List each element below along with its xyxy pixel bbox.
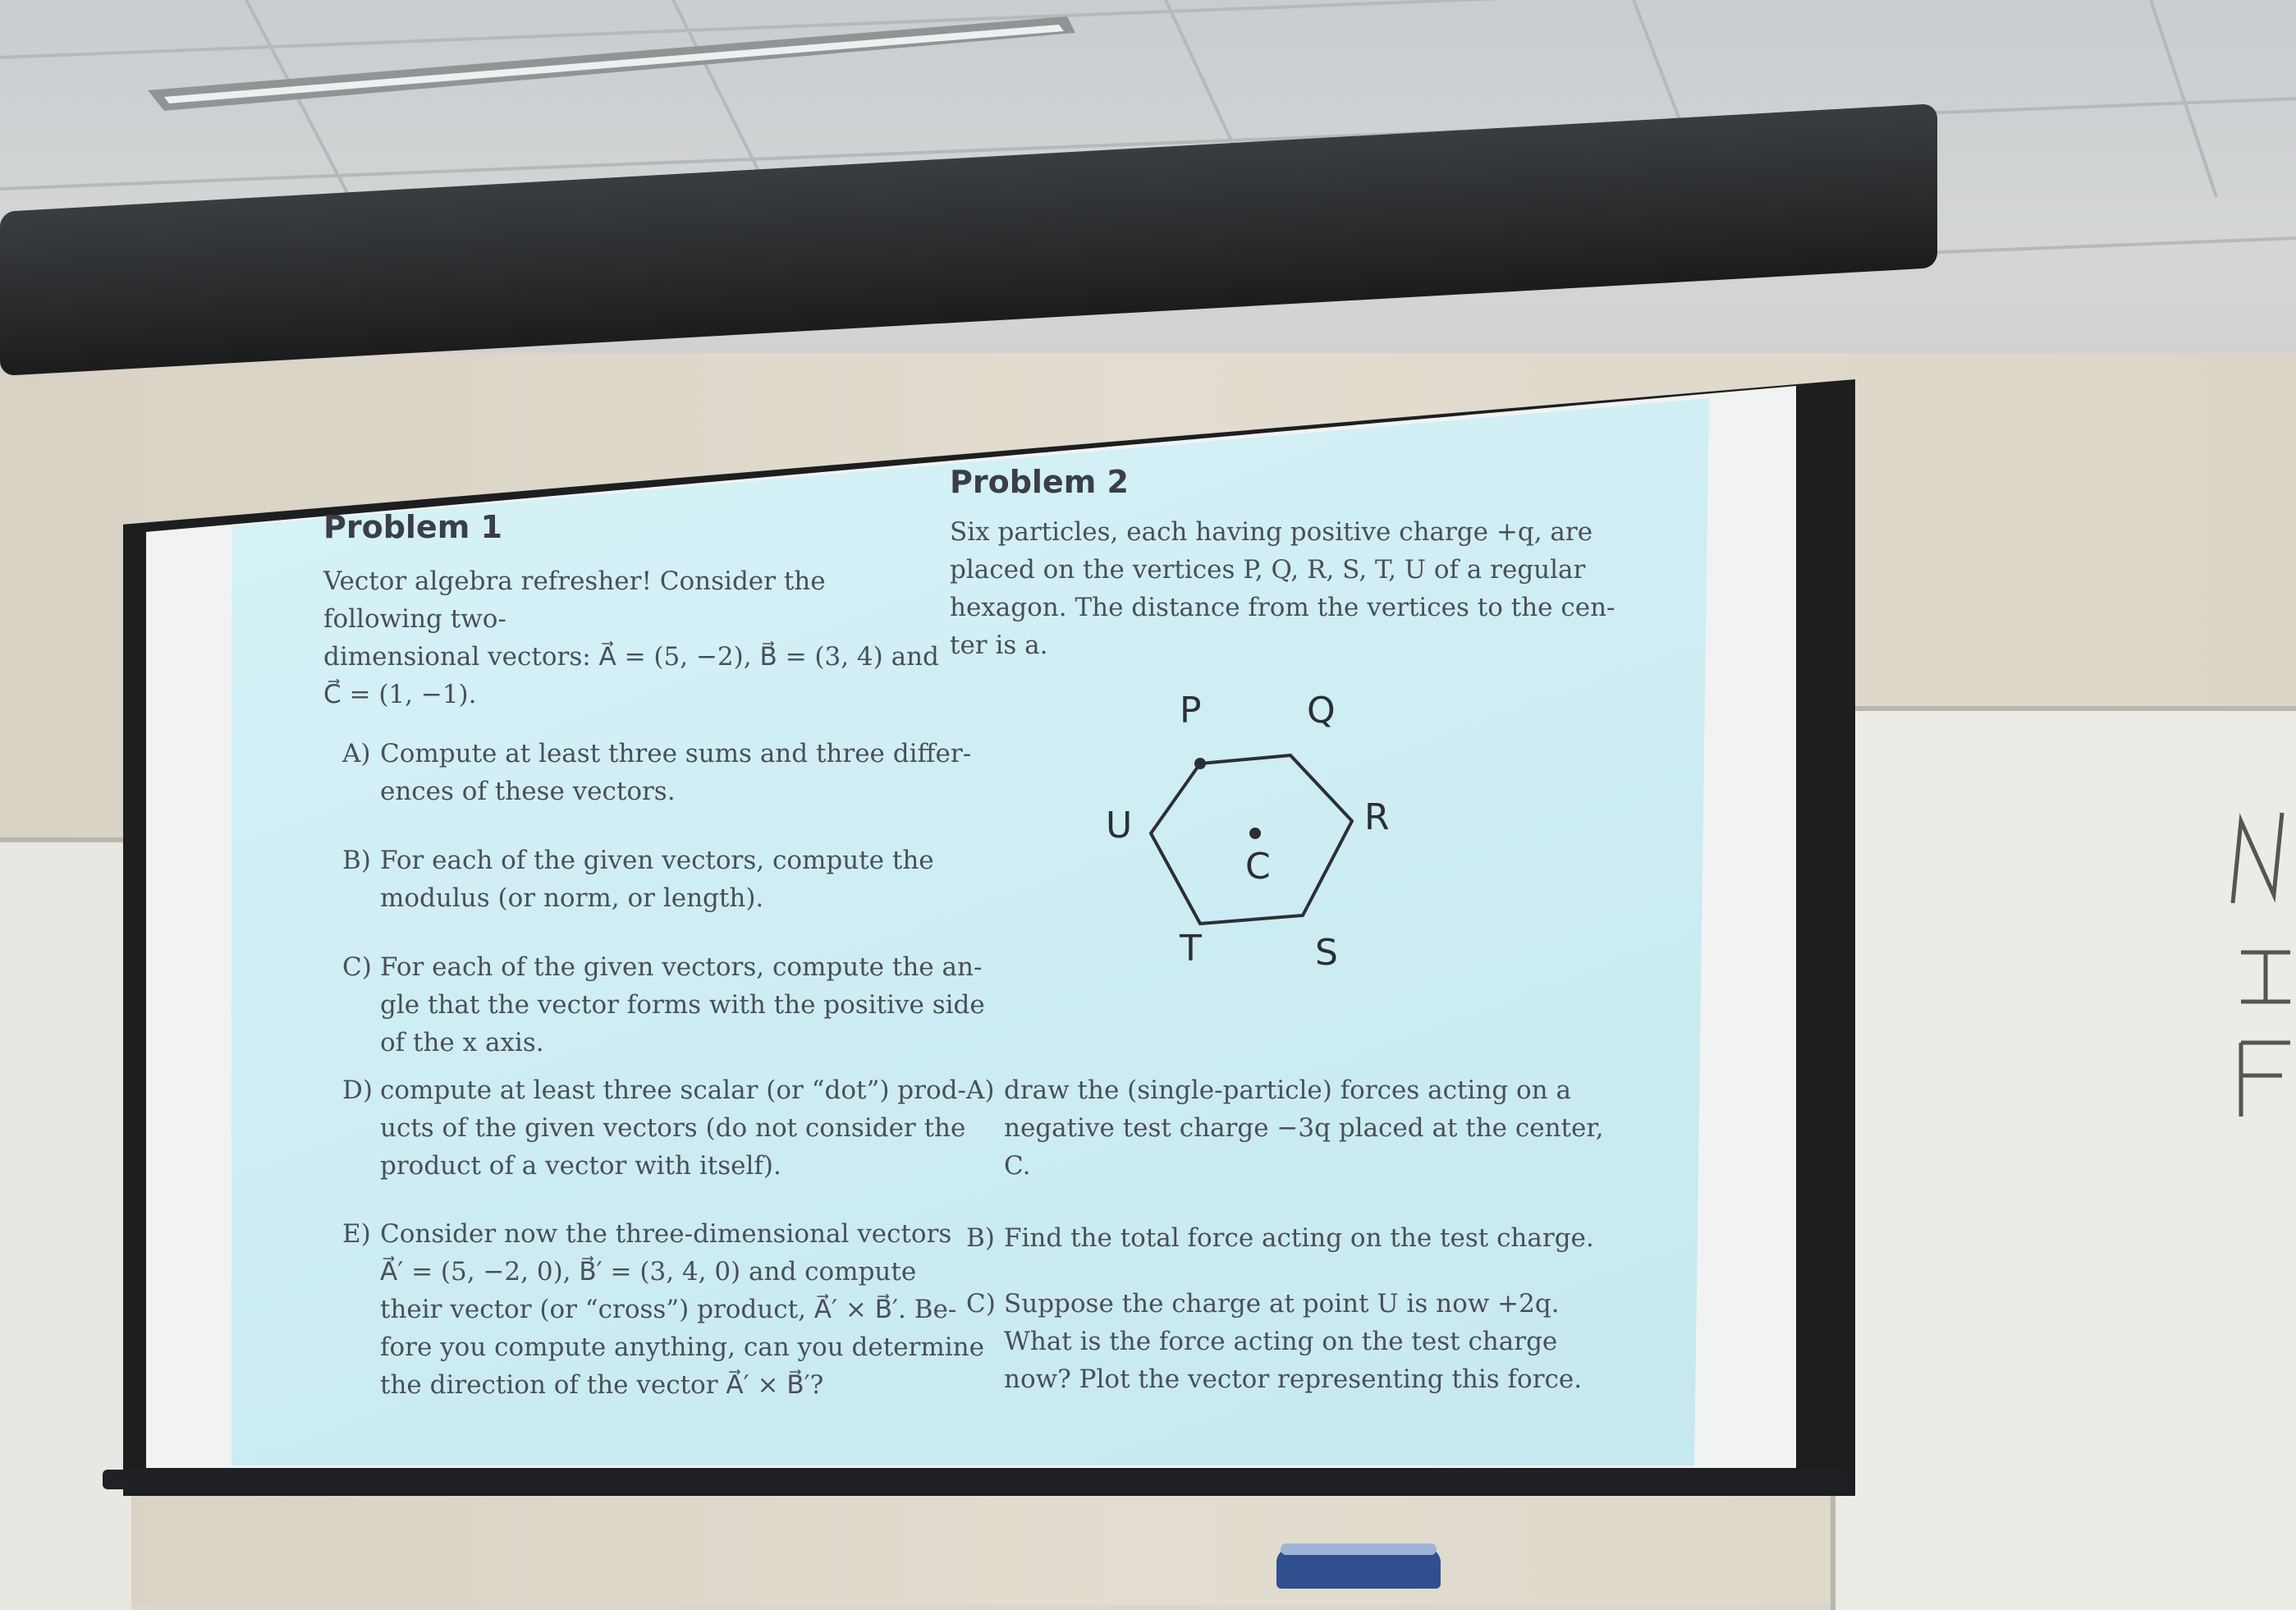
problem2-item-c [966,1285,1689,1398]
item-text: What is the force acting on the test charge [1004,1327,1558,1356]
problem1-intro-line: C⃗ = (1, −1). [323,680,477,709]
vertex-label-r: R [1364,796,1390,838]
item-text: Suppose the charge at point U is now +2q. [1004,1289,1560,1319]
item-text: modulus (or norm, or length). [380,883,764,913]
vertex-label-u: U [1106,805,1133,846]
item-label: E) [342,1219,371,1249]
center-label-c: C [1245,846,1271,888]
item-label: A) [342,739,371,768]
left-whiteboard [0,837,131,1610]
problem2-intro [950,513,1656,664]
problem2-item-b [966,1219,1689,1257]
item-text: For each of the given vectors, compute the an- [380,952,983,982]
problem2-heading: Problem 2 [950,464,1129,500]
item-text: Consider now the three-dimensional vectors [380,1219,952,1249]
hexagon-outline [1151,755,1352,924]
whiteboard-writing [2216,805,2296,1133]
item-text: fore you compute anything, can you determine [380,1332,984,1362]
item-text: compute at least three scalar (or “dot”) prod- [380,1076,966,1105]
item-text: Find the total force acting on the test charge. [1004,1223,1594,1253]
problem1-item-e [342,1215,999,1404]
item-text: draw the (single-particle) forces acting on a [1004,1076,1571,1105]
item-text: ucts of the given vectors (do not consider the [380,1113,966,1143]
problem1-item-a [342,735,999,810]
item-label: A) [966,1076,995,1105]
slide-content [231,398,1709,1466]
problem1-intro-line: dimensional vectors: A⃗ = (5, −2), B⃗ = (3, 4) and [323,642,939,672]
vertex-label-t: T [1180,928,1202,970]
item-text: gle that the vector forms with the positive side [380,990,985,1020]
center-dot [1249,828,1261,839]
problem1-item-c [342,948,999,1062]
problem2-intro-line: hexagon. The distance from the vertices to the cen- [950,593,1615,622]
problem1-item-d [342,1071,999,1185]
item-text: the direction of the vector A⃗′ × B⃗′? [380,1370,824,1400]
item-text: product of a vector with itself). [380,1151,781,1181]
screen-bottom-bar [103,1470,1847,1489]
vertex-p-dot [1194,758,1206,769]
item-label: B) [342,846,371,875]
item-text: A⃗′ = (5, −2, 0), B⃗′ = (3, 4, 0) and compute [380,1257,917,1287]
hexagon-diagram [1093,677,1504,973]
problem1-intro [323,562,947,713]
item-label: B) [966,1223,995,1253]
problem2-intro-line: placed on the vertices P, Q, R, S, T, U of a regular [950,555,1586,585]
vertex-label-s: S [1315,932,1338,973]
item-label: C) [966,1289,996,1319]
vertex-label-p: P [1180,690,1202,732]
item-text: For each of the given vectors, compute the [380,846,934,875]
item-text: ences of these vectors. [380,777,676,806]
item-text: Compute at least three sums and three differ- [380,739,972,768]
problem2-intro-line: ter is a. [950,631,1048,660]
item-text: now? Plot the vector representing this force. [1004,1365,1583,1394]
problem2-intro-line: Six particles, each having positive charge +q, are [950,517,1593,547]
problem1-heading: Problem 1 [323,509,502,545]
item-label: D) [342,1076,373,1105]
item-text: negative test charge −3q placed at the center, [1004,1113,1604,1143]
vertex-label-q: Q [1307,690,1336,732]
item-text: of the x axis. [380,1028,544,1057]
problem1-intro-line: Vector algebra refresher! Consider the following two- [323,566,826,634]
problem1-item-b [342,842,999,917]
item-text: C. [1004,1151,1031,1181]
item-label: C) [342,952,372,982]
problem2-item-a [966,1071,1689,1185]
eraser-holder-top [1281,1543,1437,1555]
item-text: their vector (or “cross”) product, A⃗′ × B⃗′. Be- [380,1295,957,1324]
